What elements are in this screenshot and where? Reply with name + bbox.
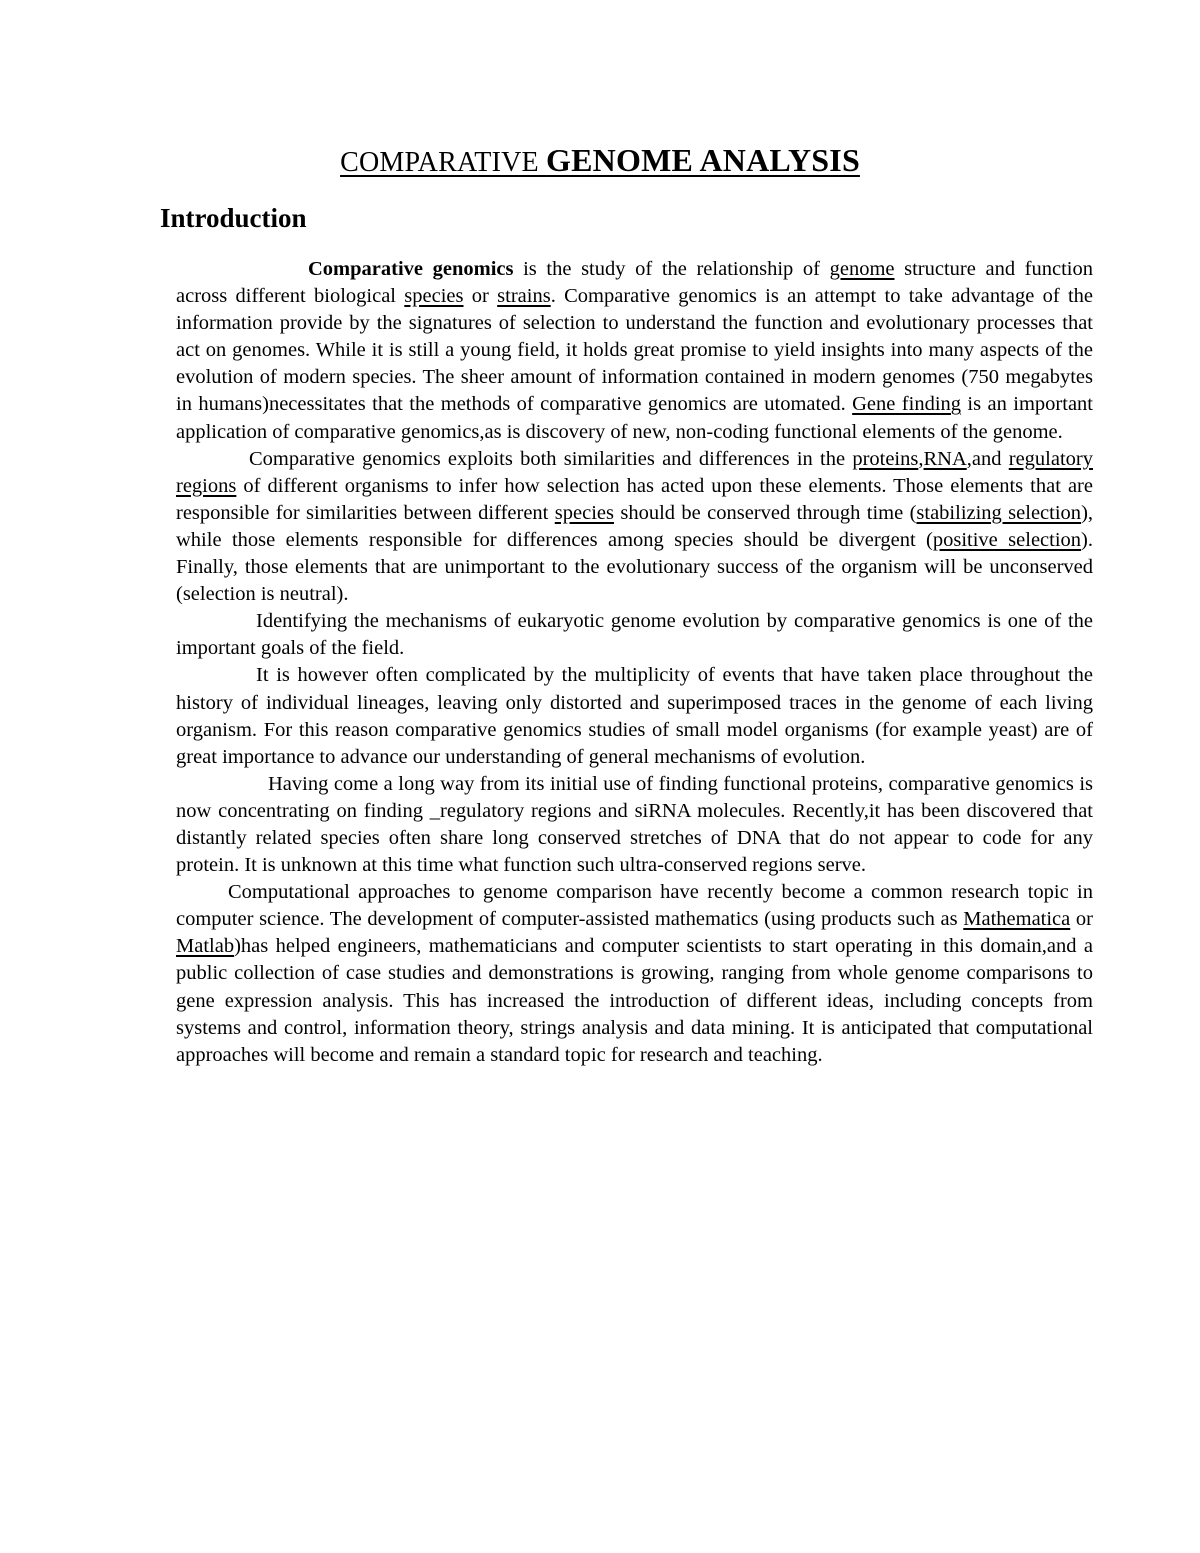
- text-span: ,: [918, 447, 924, 470]
- link-genome[interactable]: genome: [829, 258, 895, 280]
- paragraph-4: It is however often complicated by the multiplicity of events that have taken place throughout the history of individual lineages, leaving only distorted and superimposed traces in the genome of each living organism. For this reason comparative genomics studies of small model organisms (for example yeast) are of great importance to advance our understanding of general mechanisms of evolution.: [176, 664, 1093, 768]
- paragraph-6: [176, 879, 1093, 1069]
- link-strains[interactable]: strains: [497, 285, 551, 308]
- text-span: is an important application of comparative genomics,as is discovery of new, non-coding functional elements of the genome.: [176, 393, 1093, 443]
- bold-term: Comparative genomics: [308, 258, 514, 280]
- text-span: ). Finally, those elements that are unimportant to the evolutionary success of the organism will be unconserved (selection is neutral).: [176, 528, 1093, 606]
- link-gene-finding[interactable]: Gene finding: [852, 393, 962, 416]
- text-span: structure and function across different biological: [176, 258, 1094, 308]
- paragraph-1: [176, 256, 1093, 446]
- text-span: is the study of the relationship of: [513, 258, 830, 280]
- text-span: Computational approaches to genome comparison have recently become a common research topic in computer science. The development of computer-assisted mathematics (using products such as: [176, 881, 1093, 931]
- link-species[interactable]: species: [404, 285, 464, 308]
- text-span: Comparative genomics exploits both similarities and differences in the: [249, 447, 853, 470]
- text-span: . Comparative genomics is an attempt to take advantage of the information provide by the signatures of selection to understand the function and evolutionary processes that act on genomes. While it is still a young field, it holds great promise to yield insights into many aspects of the evolution of modern species. The sheer amount of information contained in modern genomes (750 megabytes in humans)necessitates that the methods of comparative genomics are utomated.: [176, 285, 1093, 416]
- link-species-2[interactable]: species: [554, 501, 614, 524]
- title-part-1: COMPARATIVE: [340, 147, 547, 178]
- section-heading: Introduction: [160, 203, 307, 233]
- paragraph-5: Having come a long way from its initial use of finding functional proteins, comparative genomics is now concentrating on finding _regulatory regions and siRNA molecules. Recently,it has been discovered that distantly related species often share long conserved stretches of DNA that do not appear to code for any protein. It is unknown at this time what function such ultra-conserved regions serve.: [176, 772, 1093, 877]
- paragraph-2: [176, 446, 1093, 609]
- text-span: ,and: [966, 447, 1009, 470]
- link-rna[interactable]: RNA: [923, 447, 967, 470]
- text-span: of different organisms to infer how selection has acted upon these elements. Those elements that are responsible for similarities between different: [176, 474, 1093, 524]
- document-title: [0, 142, 1200, 179]
- link-stabilizing-selection[interactable]: stabilizing selection: [916, 501, 1082, 524]
- text-span: or: [463, 285, 498, 308]
- link-matlab[interactable]: Matlab: [176, 935, 235, 958]
- link-regulatory-regions[interactable]: regulatory regions: [176, 447, 1093, 497]
- document-body: [176, 256, 1093, 1069]
- text-span: ), while those elements responsible for differences among species should be divergent (: [176, 501, 1094, 551]
- text-span: or: [1070, 908, 1093, 931]
- text-span: )has helped engineers, mathematicians and computer scientists to start operating in this domain,and a public collection of case studies and demonstrations is growing, ranging from whole genome comparisons to gene expression analysis. This has increased the introduction of different ideas, including concepts from systems and control, information theory, strings analysis and data mining. It is anticipated that computational approaches will become and remain a standard topic for research and teaching.: [176, 935, 1093, 1066]
- paragraph-3: Identifying the mechanisms of eukaryotic genome evolution by comparative genomics is one of the important goals of the field.: [176, 610, 1093, 660]
- link-mathematica[interactable]: Mathematica: [963, 908, 1071, 931]
- link-proteins[interactable]: proteins: [852, 447, 919, 470]
- link-positive-selection[interactable]: positive selection: [932, 528, 1082, 551]
- title-part-2: GENOME ANALYSIS: [546, 142, 860, 178]
- text-span: should be conserved through time (: [613, 501, 917, 524]
